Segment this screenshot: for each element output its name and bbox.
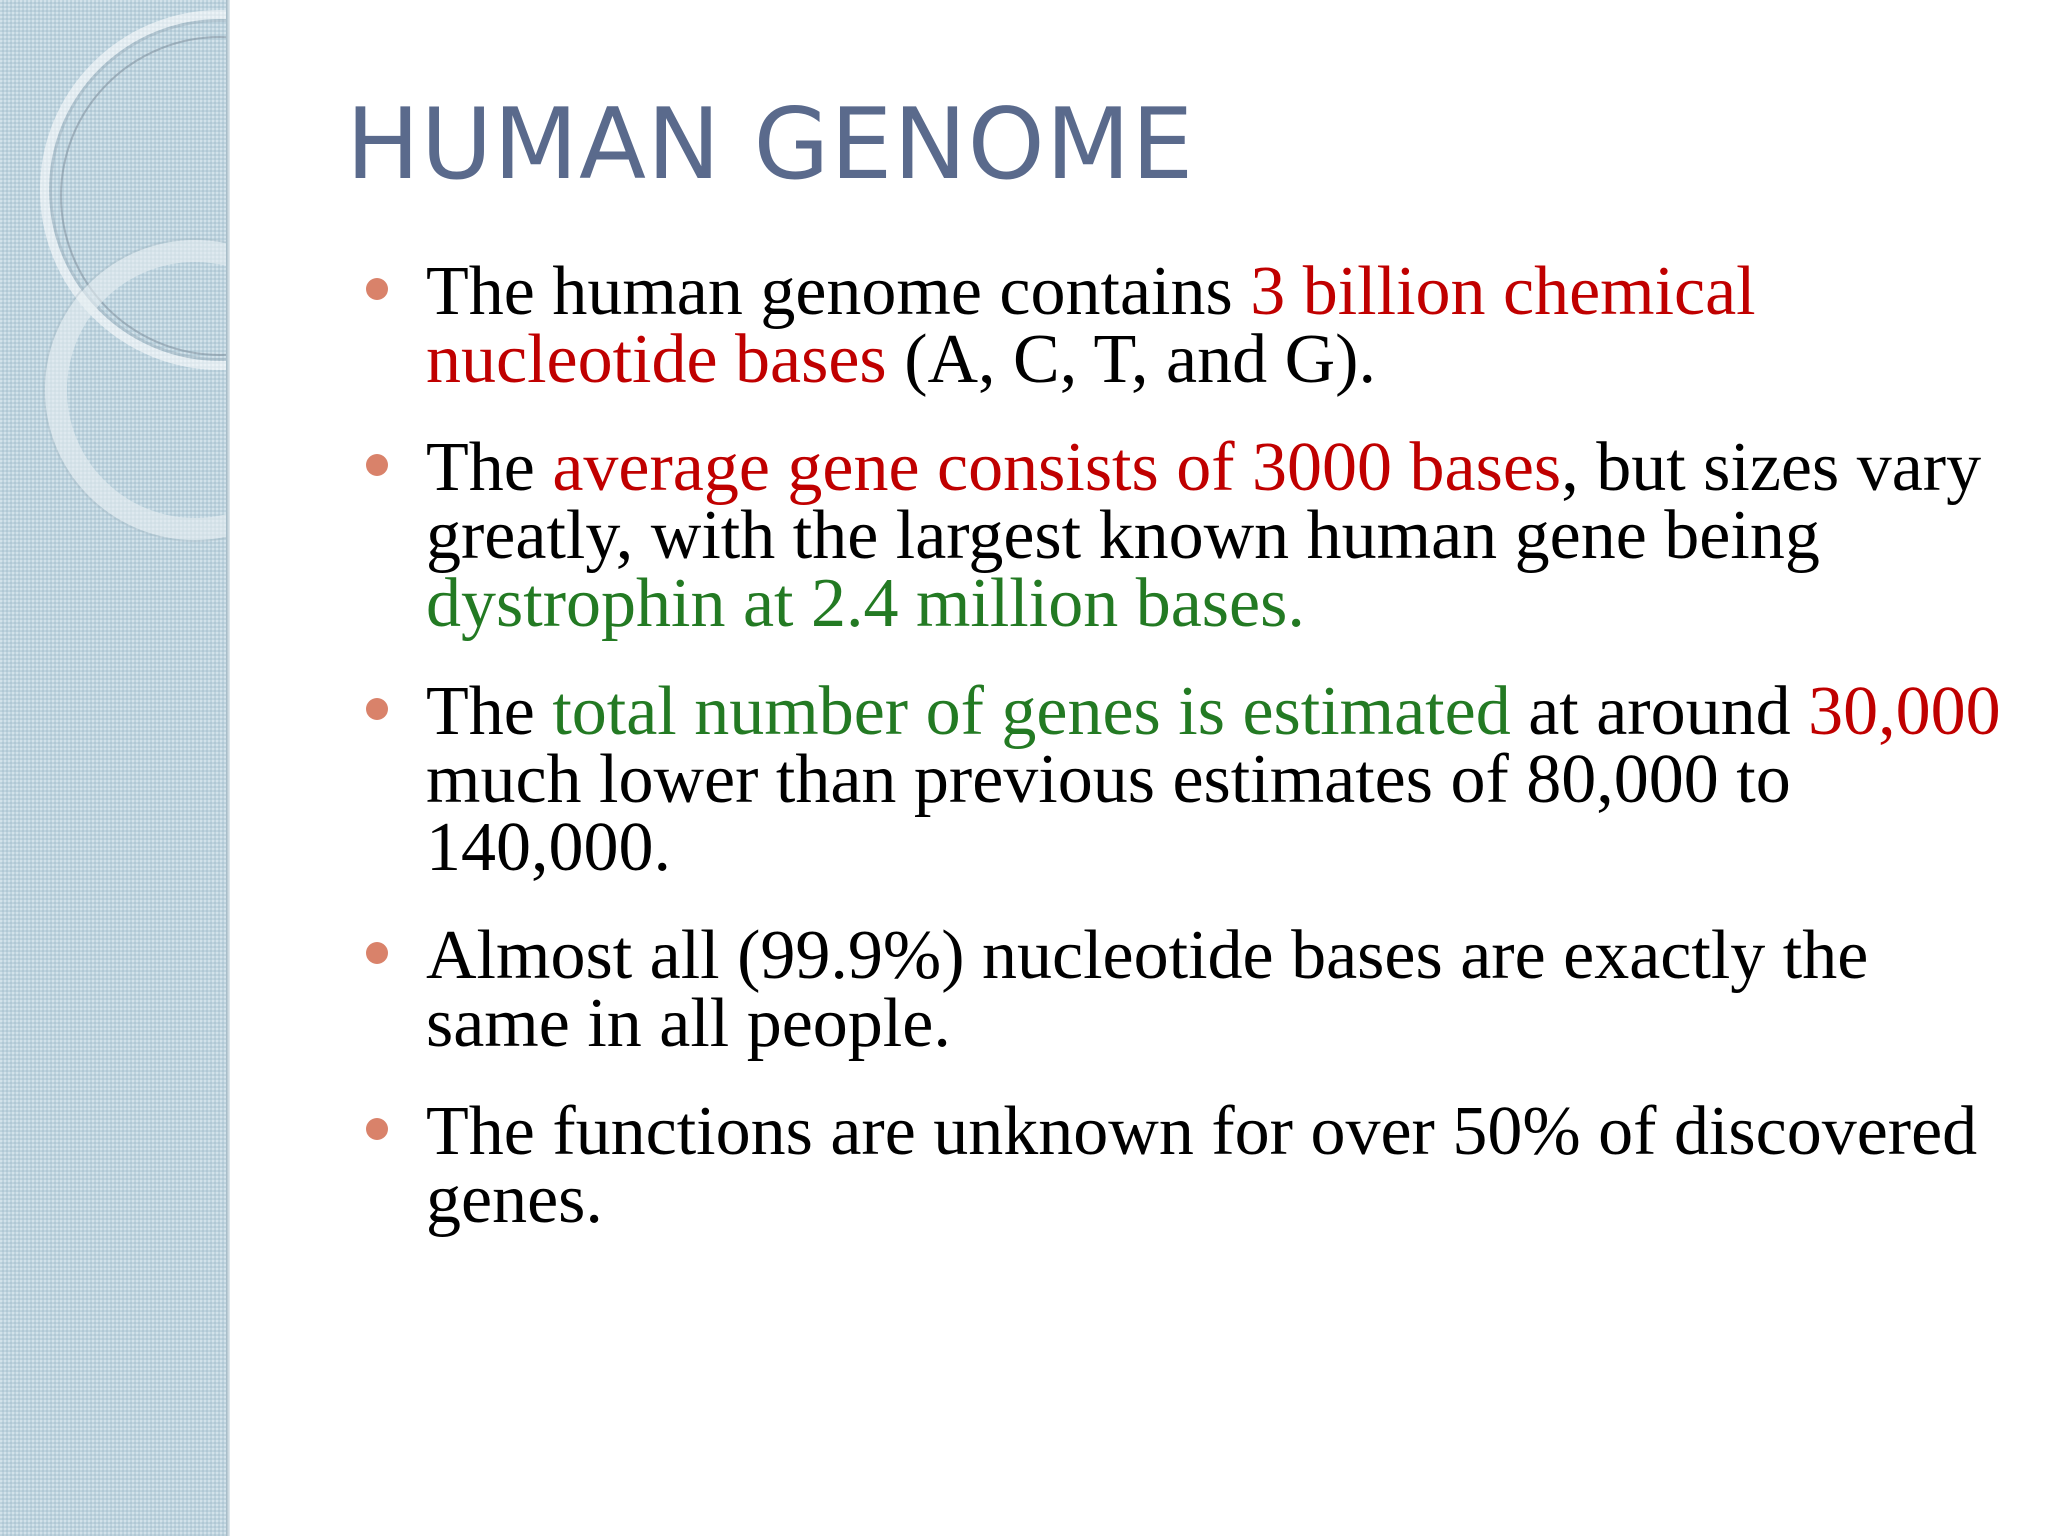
bullet-item	[346, 1093, 2006, 1238]
bullet-dot-icon	[366, 278, 388, 300]
bullet-text: , but sizes vary greatly, with the largest known human gene being	[426, 429, 1982, 574]
highlight-text: 3 billion chemical nucleotide bases	[426, 253, 1756, 398]
slide-content	[346, 80, 2006, 1274]
highlight-text: 30,000	[1808, 673, 2001, 750]
side-band-edge	[226, 0, 230, 1536]
decorative-side-band	[0, 0, 228, 1536]
bullet-dot-icon	[366, 1118, 388, 1140]
bullet-text: at around	[1510, 673, 1809, 750]
bullet-text: Almost all (99.9%) nucleotide bases are exactly the same in all people.	[426, 917, 1869, 1062]
bullet-text: The human genome contains	[426, 253, 1251, 330]
bullet-text: The	[426, 429, 553, 506]
bullet-text: much lower than previous estimates of 80,000 to 140,000.	[426, 741, 1791, 886]
bullet-item	[346, 429, 2006, 642]
highlight-text: dystrophin at 2.4 million bases.	[426, 565, 1305, 642]
bullet-item	[346, 917, 2006, 1062]
bullet-dot-icon	[366, 698, 388, 720]
bullet-item	[346, 253, 2006, 398]
bullet-list	[346, 253, 2006, 1238]
highlight-text: average gene consists of 3000 bases	[552, 429, 1562, 506]
bullet-text: The	[426, 673, 553, 750]
bullet-dot-icon	[366, 454, 388, 476]
slide-title: HUMAN GENOME	[346, 88, 1195, 202]
bullet-text: (A, C, T, and G).	[886, 321, 1376, 398]
highlight-text: total number of genes is estimated	[552, 673, 1511, 750]
bullet-dot-icon	[366, 942, 388, 964]
bullet-text: The functions are unknown for over 50% of discovered genes.	[426, 1093, 1978, 1238]
bullet-item	[346, 673, 2006, 886]
